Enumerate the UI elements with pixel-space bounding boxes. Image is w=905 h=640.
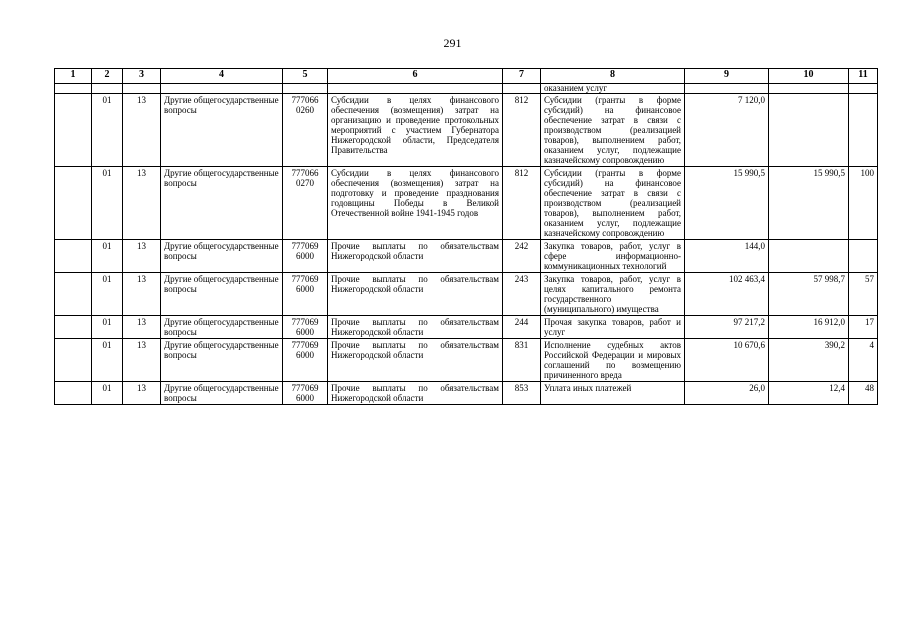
- table-cell: 13: [123, 316, 161, 339]
- table-cell: 15 990,5: [685, 167, 769, 240]
- table-cell: 244: [503, 316, 541, 339]
- table-cell: [769, 94, 849, 167]
- table-cell: [55, 240, 92, 273]
- table-cell: [161, 84, 283, 94]
- table-row: [55, 316, 878, 339]
- table-cell: [283, 84, 328, 94]
- header-cell: 10: [769, 69, 849, 84]
- table-cell: 4: [849, 339, 878, 382]
- table-cell: Другие общегосударственные вопросы: [161, 382, 283, 405]
- table-row: [55, 167, 878, 240]
- table-cell: 777066 0270: [283, 167, 328, 240]
- table-cell: 812: [503, 94, 541, 167]
- table-cell: 01: [92, 382, 123, 405]
- table-cell: 01: [92, 167, 123, 240]
- table-cell: [92, 84, 123, 94]
- table-cell: 777069 6000: [283, 240, 328, 273]
- table-cell: 777069 6000: [283, 339, 328, 382]
- table-cell: Другие общегосударственные вопросы: [161, 273, 283, 316]
- table-cell: Исполнение судебных актов Российской Федерации и мировых соглашений по возмещению причиненного вреда: [541, 339, 685, 382]
- table-cell: Субсидии (гранты в форме субсидий) на финансовое обеспечение затрат в связи с производством (реализацией товаров), выполнением работ, оказанием услуг, подлежащие казначейскому сопровождению: [541, 167, 685, 240]
- page-number: 291: [443, 36, 462, 50]
- header-cell: 7: [503, 69, 541, 84]
- table-cell: [328, 84, 503, 94]
- table-cell: 13: [123, 273, 161, 316]
- table-cell: [55, 316, 92, 339]
- table-cell: 7 120,0: [685, 94, 769, 167]
- table-cell: [55, 84, 92, 94]
- table-cell: 242: [503, 240, 541, 273]
- table-cell: 853: [503, 382, 541, 405]
- table-cell: 390,2: [769, 339, 849, 382]
- table-cell: 777066 0260: [283, 94, 328, 167]
- table-cell: 01: [92, 273, 123, 316]
- table-cell: 57 998,7: [769, 273, 849, 316]
- header-row: [55, 69, 878, 84]
- table-cell: 26,0: [685, 382, 769, 405]
- table-cell: 01: [92, 316, 123, 339]
- table-cell: [55, 94, 92, 167]
- header-cell: 2: [92, 69, 123, 84]
- table-cell: 812: [503, 167, 541, 240]
- table-cell: [849, 84, 878, 94]
- header-cell: 6: [328, 69, 503, 84]
- table-cell: Прочие выплаты по обязательствам Нижегородской области: [328, 316, 503, 339]
- table-cell: Прочие выплаты по обязательствам Нижегородской области: [328, 273, 503, 316]
- table-row: [55, 273, 878, 316]
- table-cell: [849, 240, 878, 273]
- header-cell: 4: [161, 69, 283, 84]
- table-cell: Субсидии в целях финансового обеспечения (возмещения) затрат на подготовку и проведение празднования годовщины Победы в Великой Отечественной войне 1941-1945 годов: [328, 167, 503, 240]
- table-cell: 01: [92, 94, 123, 167]
- table-cell: 831: [503, 339, 541, 382]
- table-cell: 13: [123, 94, 161, 167]
- table-cell: Закупка товаров, работ, услуг в сфере информационно-коммуникационных технологий: [541, 240, 685, 273]
- table-cell: 12,4: [769, 382, 849, 405]
- table-cell: 13: [123, 240, 161, 273]
- table-cell: [55, 339, 92, 382]
- table-cell: 13: [123, 382, 161, 405]
- table-cell: 102 463,4: [685, 273, 769, 316]
- table-cell: 777069 6000: [283, 273, 328, 316]
- header-cell: 5: [283, 69, 328, 84]
- header-cell: 3: [123, 69, 161, 84]
- table-cell: 144,0: [685, 240, 769, 273]
- table-cell: 48: [849, 382, 878, 405]
- table-cell: 777069 6000: [283, 316, 328, 339]
- table-cell: [685, 84, 769, 94]
- table-cell: Другие общегосударственные вопросы: [161, 316, 283, 339]
- header-cell: 1: [55, 69, 92, 84]
- table-cell: [769, 240, 849, 273]
- table-cell: 243: [503, 273, 541, 316]
- table-cell: 13: [123, 339, 161, 382]
- budget-table: [54, 68, 878, 405]
- table-cell: 777069 6000: [283, 382, 328, 405]
- table-cell: 16 912,0: [769, 316, 849, 339]
- table-cell: 17: [849, 316, 878, 339]
- table-cell: [55, 273, 92, 316]
- table-cell: 13: [123, 167, 161, 240]
- table-row: [55, 339, 878, 382]
- table-row: [55, 94, 878, 167]
- table-cell: [123, 84, 161, 94]
- table-cell: 57: [849, 273, 878, 316]
- table-row: [55, 240, 878, 273]
- table-cell: Субсидии (гранты в форме субсидий) на финансовое обеспечение затрат в связи с производством (реализацией товаров), выполнением работ, оказанием услуг, подлежащие казначейскому сопровождению: [541, 94, 685, 167]
- header-cell: 11: [849, 69, 878, 84]
- table-row: [55, 382, 878, 405]
- table-cell: 01: [92, 339, 123, 382]
- header-cell: 9: [685, 69, 769, 84]
- table-cell: [769, 84, 849, 94]
- table-cell: 15 990,5: [769, 167, 849, 240]
- table-cell: 10 670,6: [685, 339, 769, 382]
- continuation-row: [55, 84, 878, 94]
- table-cell: Другие общегосударственные вопросы: [161, 167, 283, 240]
- table-cell: [55, 167, 92, 240]
- header-cell: 8: [541, 69, 685, 84]
- table-cell: 01: [92, 240, 123, 273]
- table-cell: Прочие выплаты по обязательствам Нижегородской области: [328, 339, 503, 382]
- table-cell: [55, 382, 92, 405]
- table-cell: Другие общегосударственные вопросы: [161, 94, 283, 167]
- table-cell: Прочая закупка товаров, работ и услуг: [541, 316, 685, 339]
- table-cell: Закупка товаров, работ, услуг в целях капитального ремонта государственного (муниципального) имущества: [541, 273, 685, 316]
- table-cell: 100: [849, 167, 878, 240]
- table-cell: [849, 94, 878, 167]
- table-cell: Прочие выплаты по обязательствам Нижегородской области: [328, 382, 503, 405]
- table-cell: Уплата иных платежей: [541, 382, 685, 405]
- table-cell: [503, 84, 541, 94]
- table-cell: Другие общегосударственные вопросы: [161, 339, 283, 382]
- table-cell: Прочие выплаты по обязательствам Нижегородской области: [328, 240, 503, 273]
- table-cell: Другие общегосударственные вопросы: [161, 240, 283, 273]
- table-cell: оказанием услуг: [541, 84, 685, 94]
- table-cell: 97 217,2: [685, 316, 769, 339]
- table-cell: Субсидии в целях финансового обеспечения (возмещения) затрат на организацию и проведение протокольных мероприятий с участием Губернатора Нижегородской области, Председателя Правительства: [328, 94, 503, 167]
